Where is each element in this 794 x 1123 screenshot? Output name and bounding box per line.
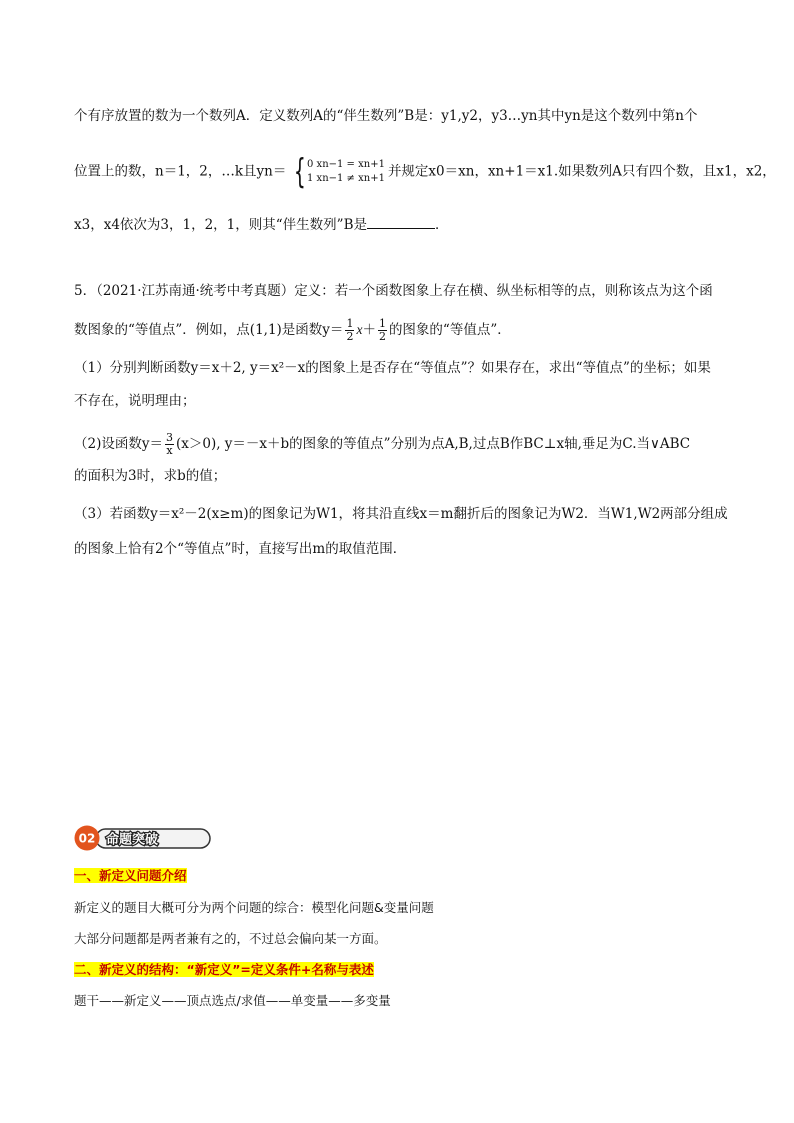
heading-structure: 二、新定义的结构：“新定义”=定义条件+名称与表述 bbox=[74, 962, 374, 977]
fraction-three-over-x: $\frac{3}{x}$ bbox=[165, 431, 173, 457]
q5-part1-line-1: （1）分别判断函数y＝x＋2, y＝x²－x的图象上是否存在“等值点”？如果存在，求出“等值点”的坐标；如果 bbox=[74, 360, 711, 376]
q5-part2-line-1: （2)设函数y＝ $\frac{3}{x}$ (x＞0), y＝－x＋b的图象的等值点”分别为点A,B,过点B作BC⊥x轴,垂足为C.当∨ABC bbox=[74, 431, 691, 457]
section-banner bbox=[74, 823, 214, 853]
q5-line-2: 数图象的“等值点”．例如，点(1,1)是函数y＝ $\frac{1}{2}$ x＋ $\frac{1}{2}$ 的图象的“等值点”． bbox=[74, 317, 511, 343]
intro-text-2: 大部分问题都是两者兼有之的，不过总会偏向某一方面。 bbox=[74, 931, 387, 946]
case-not-equal: 1 xn−1 ≠ xn+1 bbox=[307, 173, 385, 184]
fraction-one-half-a: $\frac{1}{2}$ bbox=[346, 317, 354, 343]
fraction-one-half-b: $\frac{1}{2}$ bbox=[378, 317, 386, 343]
q5-line-1: 5．（2021·江苏南通·统考中考真题）定义：若一个函数图象上存在横、纵坐标相等的点，则称该点为这个函 bbox=[74, 283, 713, 299]
heading-intro: 一、新定义问题介绍 bbox=[74, 868, 187, 883]
q5-part3-line-2: 的图象上恰有2个“等值点”时，直接写出m的取值范围． bbox=[74, 541, 407, 557]
banner-graphic bbox=[74, 823, 214, 853]
badge-title: 命题突破 bbox=[106, 832, 159, 848]
intro-text-1: 新定义的题目大概可分为两个问题的综合：模型化问题&变量问题 bbox=[74, 900, 434, 915]
q5-part3-line-1: （3）若函数y＝x²－2(x≥m)的图象记为W1，将其沿直线x＝m翻折后的图象记为W2．当W1,W2两部分组成 bbox=[74, 506, 728, 522]
q5-part1-line-2: 不存在，说明理由； bbox=[74, 393, 196, 409]
piecewise-definition: { 0 xn−1 = xn+1 1 xn−1 ≠ xn+1 bbox=[294, 152, 385, 192]
q4-line-1: 个有序放置的数为一个数列A．定义数列A的“伴生数列”B是：y1,y2，y3…yn其中yn是这个数列中第n个 bbox=[74, 108, 698, 124]
case-equal: 0 xn−1 = xn+1 bbox=[307, 159, 385, 170]
q4-line-3: x3，x4依次为3，1，2，1，则其“伴生数列”B是 ． bbox=[74, 214, 449, 235]
answer-blank bbox=[367, 214, 435, 229]
q4-line-2: 位置上的数，n＝1，2，…k且yn＝ { 0 xn−1 = xn+1 1 xn−1 ≠ xn+1 并规定x0＝xn，xn+1＝x1.如果数列A只有四个数，且x1，x2， bbox=[74, 152, 776, 192]
badge-number: 02 bbox=[78, 831, 96, 846]
q5-part2-line-2: 的面积为3时，求b的值； bbox=[74, 468, 227, 484]
structure-text: 题干——新定义——顶点选点/求值——单变量——多变量 bbox=[74, 993, 391, 1008]
